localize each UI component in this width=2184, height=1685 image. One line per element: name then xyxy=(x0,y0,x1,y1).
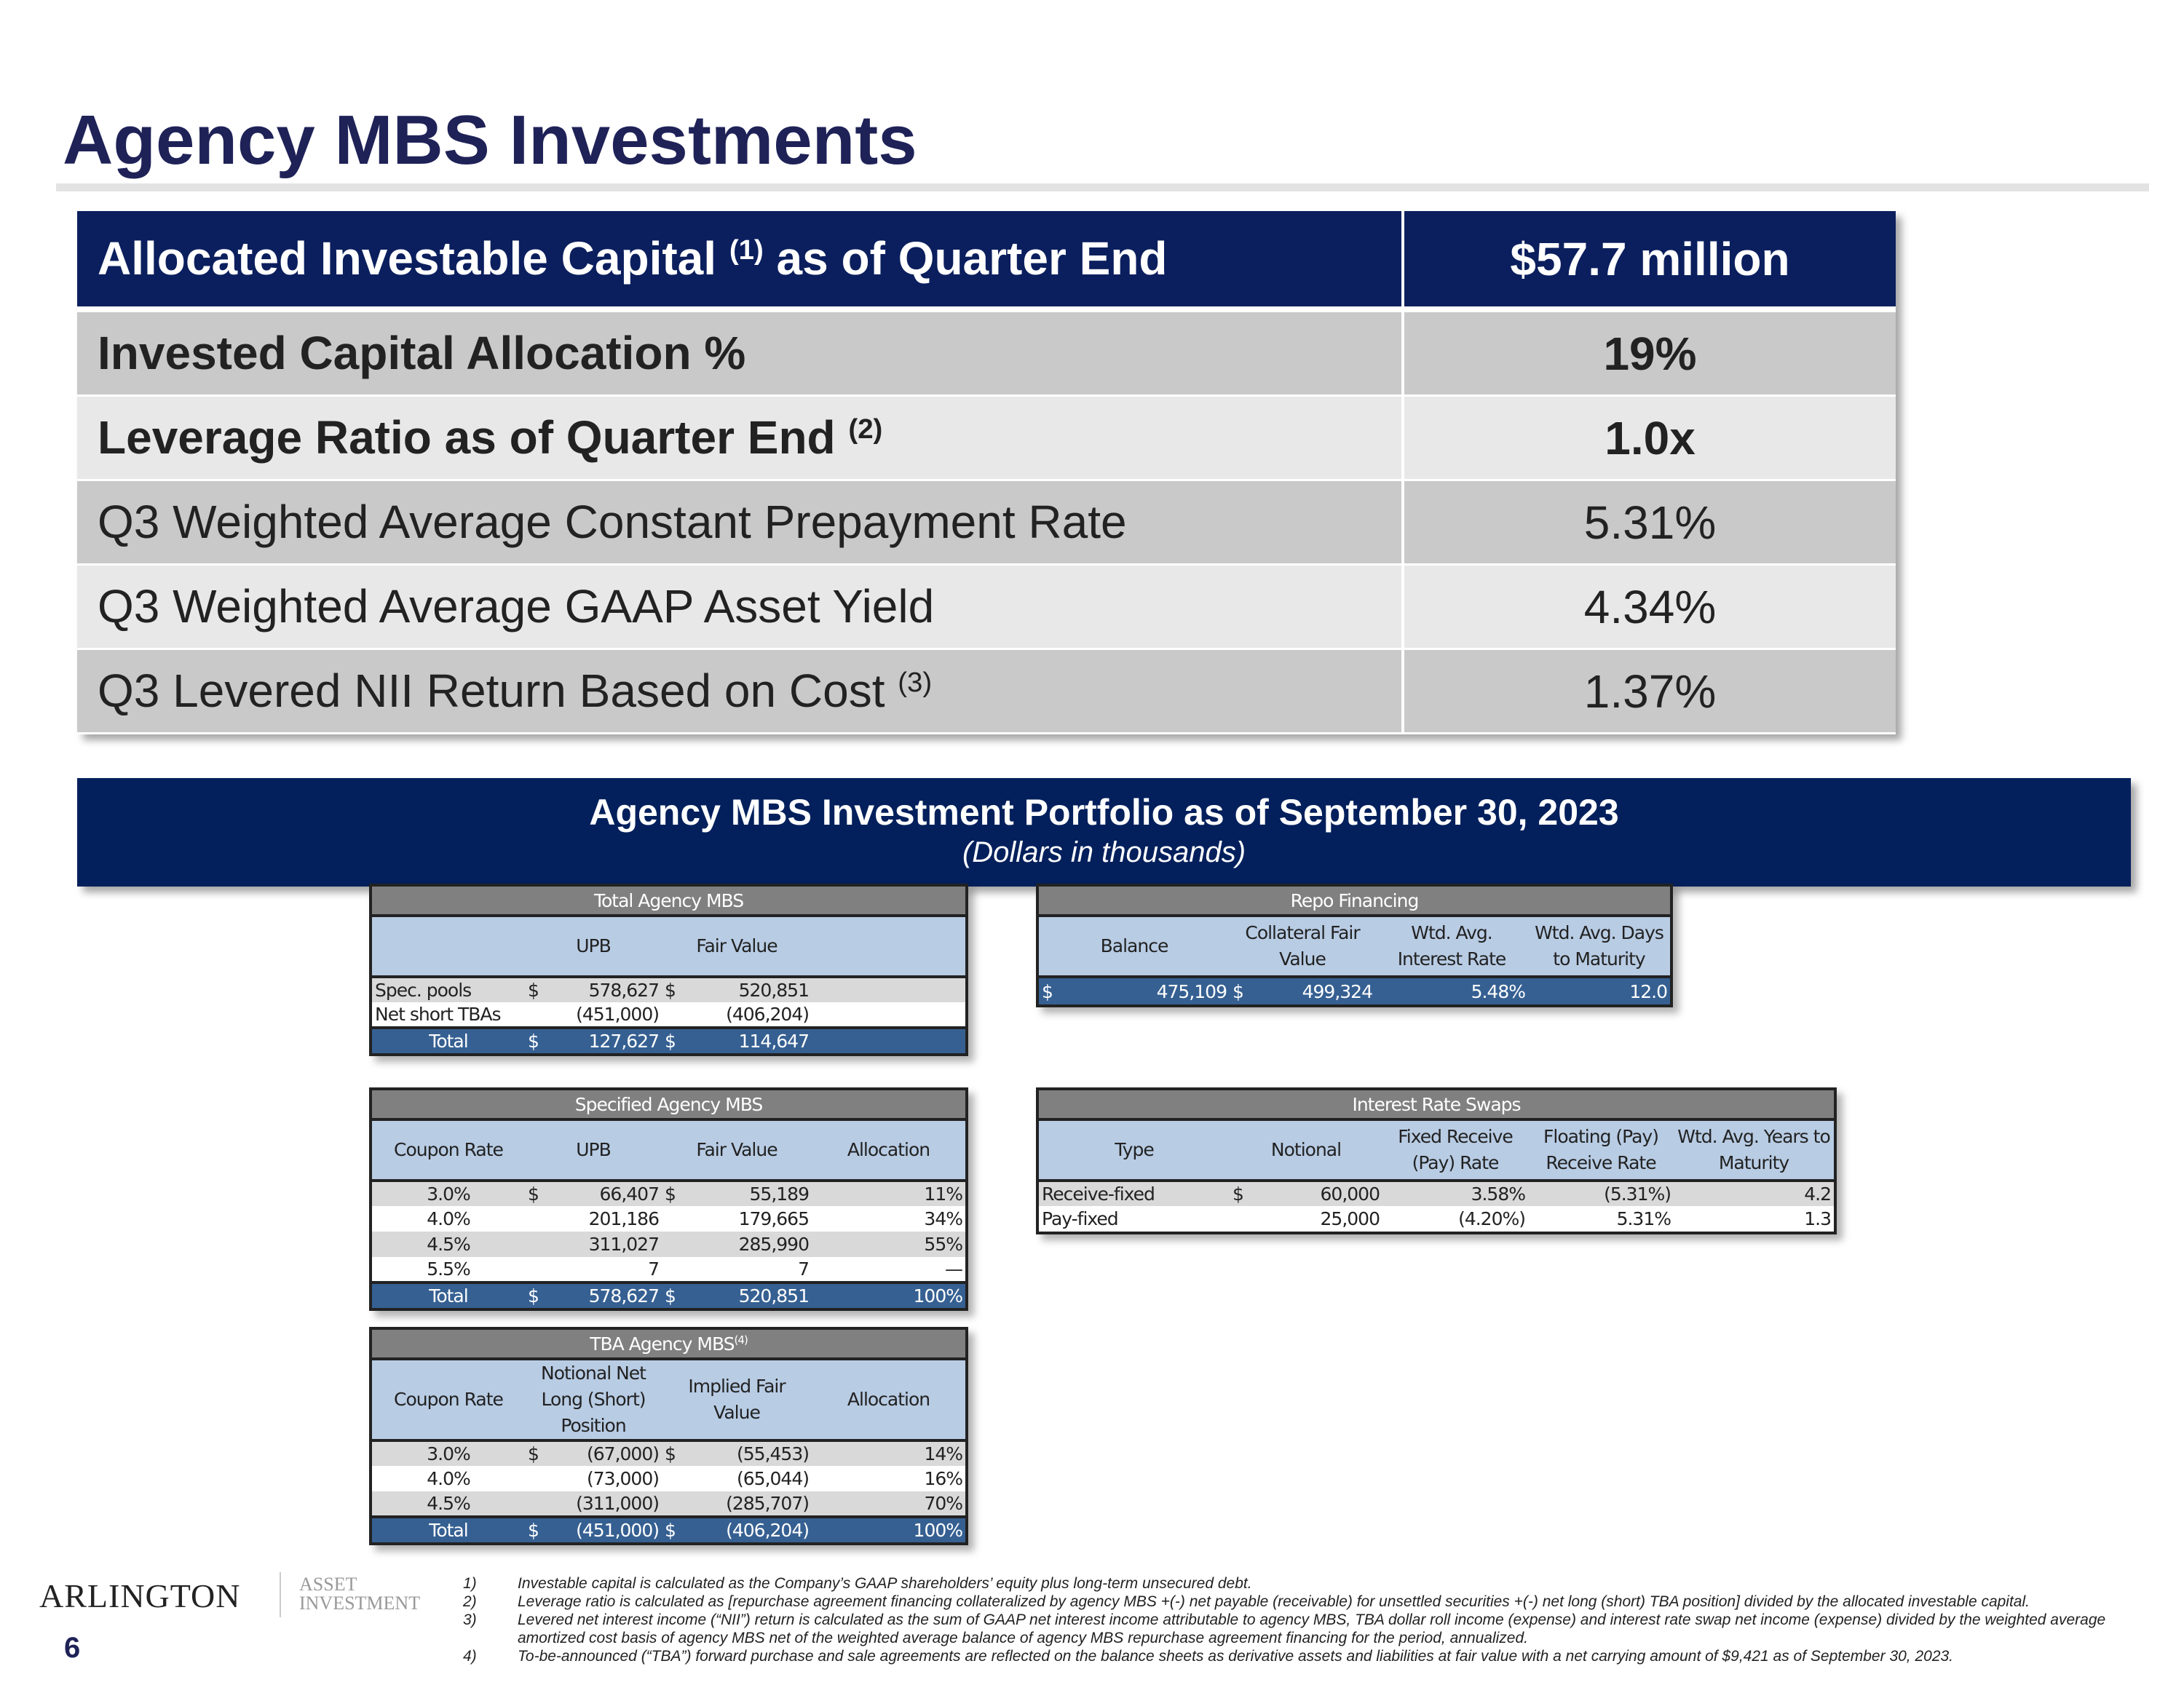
table-row xyxy=(372,1466,965,1491)
cell: $ xyxy=(525,1181,554,1206)
column-header: Notional Net Long (Short) Position xyxy=(525,1359,662,1440)
footnote-ref: (4) xyxy=(734,1333,748,1347)
summary-row xyxy=(77,312,1896,397)
cell: 578,627 xyxy=(554,977,662,1002)
cell: Spec. pools xyxy=(372,977,525,1002)
table-row xyxy=(1039,1206,1834,1232)
column-header: Coupon Rate xyxy=(372,1359,525,1440)
cell: 11% xyxy=(812,1181,965,1206)
summary-row xyxy=(77,566,1896,650)
footnote-number: 2) xyxy=(463,1593,477,1610)
cell: 127,627 xyxy=(554,1028,662,1053)
header-label-cell xyxy=(77,211,1404,306)
page-title: Agency MBS Investments xyxy=(63,101,917,179)
table-row xyxy=(372,1491,965,1517)
summary-header xyxy=(77,211,1896,312)
summary-label-text: Q3 Levered NII Return Based on Cost xyxy=(98,665,885,718)
summary-label-wrap xyxy=(98,579,934,635)
cell: Total xyxy=(372,1517,525,1542)
logo-sub1: ASSET xyxy=(299,1574,357,1595)
footnote-ref: (1) xyxy=(729,234,764,266)
summary-rows xyxy=(77,312,1896,734)
cell: 475,109 xyxy=(1068,977,1230,1004)
summary-label-text: Leverage Ratio as of Quarter End xyxy=(98,411,836,464)
footnote xyxy=(463,1647,2167,1665)
header-value: $57.7 million xyxy=(1510,232,1790,285)
cell: 12.0 xyxy=(1528,977,1670,1004)
column-header: Fair Value xyxy=(662,916,812,977)
caption-text: TBA Agency MBS xyxy=(590,1333,735,1355)
logo-divider xyxy=(280,1572,281,1617)
cell: (73,000) xyxy=(554,1466,662,1491)
column-header: Wtd. Avg. Days to Maturity xyxy=(1528,916,1670,977)
repo-financing-table xyxy=(1036,884,1673,1007)
cell: 311,027 xyxy=(554,1232,662,1257)
cell: (311,000) xyxy=(554,1491,662,1517)
summary-row xyxy=(77,481,1896,566)
cell: 34% xyxy=(812,1206,965,1232)
cell: (5.31%) xyxy=(1528,1181,1674,1206)
cell xyxy=(662,1491,692,1517)
cell: — xyxy=(812,1257,965,1282)
summary-label xyxy=(77,312,1404,395)
summary-label-text: Invested Capital Allocation % xyxy=(98,327,746,380)
cell: 66,407 xyxy=(554,1181,662,1206)
summary-value: 1.37% xyxy=(1583,665,1717,718)
cell: 578,627 xyxy=(554,1282,662,1308)
cell: (285,707) xyxy=(692,1491,812,1517)
table-row xyxy=(372,1257,965,1282)
summary-label-text: Q3 Weighted Average GAAP Asset Yield xyxy=(98,580,935,633)
cell: 55,189 xyxy=(692,1181,812,1206)
cell: 7 xyxy=(554,1257,662,1282)
cell: 4.0% xyxy=(372,1466,525,1491)
summary-row xyxy=(77,650,1896,734)
cell: 499,324 xyxy=(1259,977,1375,1004)
column-header: Wtd. Avg. Interest Rate xyxy=(1375,916,1528,977)
cell: $ xyxy=(525,977,554,1002)
footnote-number: 1) xyxy=(463,1575,477,1592)
footnote xyxy=(463,1611,2167,1647)
cell: 25,000 xyxy=(1259,1206,1382,1232)
summary-label-wrap xyxy=(98,663,932,719)
cell: 1.3 xyxy=(1674,1206,1834,1232)
cell xyxy=(812,977,965,1002)
cell: $ xyxy=(525,1440,554,1466)
column-header: Allocation xyxy=(812,1359,965,1440)
cell: 114,647 xyxy=(692,1028,812,1053)
summary-value: 5.31% xyxy=(1583,496,1717,549)
cell: Receive-fixed xyxy=(1039,1181,1230,1206)
table-row xyxy=(372,1440,965,1466)
cell xyxy=(1230,1206,1259,1232)
table-caption: Interest Rate Swaps xyxy=(1039,1090,1834,1119)
cell xyxy=(525,1206,554,1232)
cell: 4.5% xyxy=(372,1232,525,1257)
column-header: Notional xyxy=(1230,1119,1382,1181)
cell: $ xyxy=(525,1517,554,1542)
table-row xyxy=(372,1181,965,1206)
cell: 4.2 xyxy=(1674,1181,1834,1206)
cell: 285,990 xyxy=(692,1232,812,1257)
cell: $ xyxy=(662,1181,692,1206)
banner-title: Agency MBS Investment Portfolio as of September 30, 2023 xyxy=(589,792,1619,833)
column-header xyxy=(372,916,525,977)
column-header: Fixed Receive (Pay) Rate xyxy=(1382,1119,1528,1181)
cell: 55% xyxy=(812,1232,965,1257)
cell: $ xyxy=(662,1440,692,1466)
cell: 100% xyxy=(812,1282,965,1308)
cell: (451,000) xyxy=(554,1002,662,1028)
cell: Net short TBAs xyxy=(372,1002,525,1028)
cell: 179,665 xyxy=(692,1206,812,1232)
footnote-text: Leverage ratio is calculated as [repurchase agreement financing collateralized by agency MBS +(-) net payable (receivable) for unsettled securities +(-) net long (short) TBA position] divided by the allocated investable capital. xyxy=(518,1593,2030,1610)
cell: Total xyxy=(372,1282,525,1308)
summary-label-wrap xyxy=(98,410,882,466)
cell: 3.0% xyxy=(372,1181,525,1206)
cell: 7 xyxy=(692,1257,812,1282)
tba-agency-mbs-table xyxy=(369,1327,968,1545)
cell: 520,851 xyxy=(692,977,812,1002)
cell xyxy=(525,1232,554,1257)
cell: 14% xyxy=(812,1440,965,1466)
summary-label-wrap xyxy=(98,325,745,381)
cell: 201,186 xyxy=(554,1206,662,1232)
footnote xyxy=(463,1593,2167,1611)
page-number: 6 xyxy=(64,1632,81,1664)
footnote-text: To-be-announced (“TBA”) forward purchase and sale agreements are reflected on the balance sheets as derivative assets and liabilities at fair value with a net carrying amount of $9,421 as of September 30, 2023. xyxy=(518,1648,1954,1665)
total-row xyxy=(372,1028,965,1053)
footnote xyxy=(463,1574,2167,1593)
column-header: Implied Fair Value xyxy=(662,1359,812,1440)
cell: $ xyxy=(662,977,692,1002)
cell: $ xyxy=(662,1028,692,1053)
column-header: Type xyxy=(1039,1119,1230,1181)
banner-subtitle: (Dollars in thousands) xyxy=(962,836,1246,868)
column-header: Collateral Fair Value xyxy=(1230,916,1375,977)
summary-row xyxy=(77,397,1896,481)
cell xyxy=(525,1257,554,1282)
footnotes xyxy=(463,1574,2167,1665)
table-caption: Specified Agency MBS xyxy=(372,1090,965,1119)
header-label-suffix: as of Quarter End xyxy=(776,232,1168,285)
cell: 5.5% xyxy=(372,1257,525,1282)
column-header: UPB xyxy=(525,1119,662,1181)
total-row xyxy=(372,1517,965,1542)
cell: (406,204) xyxy=(692,1517,812,1542)
cell xyxy=(525,1002,554,1028)
cell xyxy=(525,1491,554,1517)
cell xyxy=(812,1002,965,1028)
cell xyxy=(662,1466,692,1491)
column-header: Allocation xyxy=(812,1119,965,1181)
summary-label-text: Q3 Weighted Average Constant Prepayment Rate xyxy=(98,496,1127,549)
cell: Total xyxy=(372,1028,525,1053)
cell: 4.0% xyxy=(372,1206,525,1232)
summary-value: 19% xyxy=(1603,327,1697,380)
cell: 60,000 xyxy=(1259,1181,1382,1206)
total-agency-mbs-table xyxy=(369,884,968,1056)
cell: $ xyxy=(1230,977,1259,1004)
cell: (67,000) xyxy=(554,1440,662,1466)
table-caption xyxy=(372,1330,965,1359)
summary-label xyxy=(77,481,1404,563)
cell xyxy=(525,1466,554,1491)
cell: 5.31% xyxy=(1528,1206,1674,1232)
specified-agency-mbs-table xyxy=(369,1087,968,1311)
cell: (55,453) xyxy=(692,1440,812,1466)
footnote-text: Investable capital is calculated as the Company’s GAAP shareholders’ equity plus long-term unsecured debt. xyxy=(518,1575,1252,1592)
table-row xyxy=(372,1232,965,1257)
column-header: Floating (Pay) Receive Rate xyxy=(1528,1119,1674,1181)
column-header: Balance xyxy=(1039,916,1230,977)
footnote-number: 4) xyxy=(463,1648,477,1665)
footnote-ref: (3) xyxy=(898,666,933,698)
summary-table xyxy=(77,211,1896,734)
column-header: Fair Value xyxy=(662,1119,812,1181)
cell: (65,044) xyxy=(692,1466,812,1491)
cell: 4.5% xyxy=(372,1491,525,1517)
header-label: Allocated Investable Capital xyxy=(98,232,717,285)
table-caption: Repo Financing xyxy=(1039,887,1670,916)
column-header: Coupon Rate xyxy=(372,1119,525,1181)
cell: $ xyxy=(525,1028,554,1053)
summary-value: 4.34% xyxy=(1583,580,1717,633)
logo-wordmark: ARLINGTON xyxy=(39,1577,241,1614)
logo-sub2: INVESTMENT xyxy=(299,1593,421,1614)
summary-label xyxy=(77,397,1404,479)
cell: 100% xyxy=(812,1517,965,1542)
cell: $ xyxy=(1039,977,1068,1004)
table-row xyxy=(372,1002,965,1028)
cell: 70% xyxy=(812,1491,965,1517)
cell: (451,000) xyxy=(554,1517,662,1542)
interest-rate-swaps-table xyxy=(1036,1087,1837,1234)
footnote-text: Levered net interest income (“NII”) return is calculated as the sum of GAAP net interest income attributable to agency MBS, TBA dollar roll income (expense) and interest rate swap net income (expense) divided by the weighted average amortized cost basis of agency MBS net of the weighted average balance of agency MBS repurchase agreement financing for the period, annualized. xyxy=(518,1611,2106,1646)
table-row xyxy=(1039,1181,1834,1206)
cell: (406,204) xyxy=(692,1002,812,1028)
column-header xyxy=(812,916,965,977)
total-row xyxy=(372,1282,965,1308)
summary-label xyxy=(77,650,1404,732)
table-row xyxy=(372,1206,965,1232)
summary-value: 1.0x xyxy=(1605,411,1696,464)
cell xyxy=(662,1232,692,1257)
cell: $ xyxy=(1230,1181,1259,1206)
cell xyxy=(662,1257,692,1282)
logo-subtitle xyxy=(299,1575,420,1613)
summary-label xyxy=(77,566,1404,648)
cell: $ xyxy=(662,1517,692,1542)
summary-label-wrap xyxy=(98,494,1127,550)
table-row xyxy=(372,977,965,1002)
portfolio-banner xyxy=(77,778,2131,887)
cell xyxy=(662,1206,692,1232)
arlington-logo xyxy=(39,1572,447,1623)
cell: 520,851 xyxy=(692,1282,812,1308)
header-label-wrap xyxy=(98,231,1168,287)
column-header: UPB xyxy=(525,916,662,977)
cell: $ xyxy=(662,1282,692,1308)
table-row xyxy=(1039,977,1670,1004)
cell: 3.58% xyxy=(1382,1181,1528,1206)
footnote-number: 3) xyxy=(463,1611,477,1628)
cell: 5.48% xyxy=(1375,977,1528,1004)
column-header: Wtd. Avg. Years to Maturity xyxy=(1674,1119,1834,1181)
cell xyxy=(662,1002,692,1028)
cell: 3.0% xyxy=(372,1440,525,1466)
cell: (4.20%) xyxy=(1382,1206,1528,1232)
cell: 16% xyxy=(812,1466,965,1491)
table-caption: Total Agency MBS xyxy=(372,887,965,916)
cell: Pay-fixed xyxy=(1039,1206,1230,1232)
footnote-ref: (2) xyxy=(848,413,883,445)
title-divider xyxy=(56,183,2149,191)
cell xyxy=(812,1028,965,1053)
cell: $ xyxy=(525,1282,554,1308)
